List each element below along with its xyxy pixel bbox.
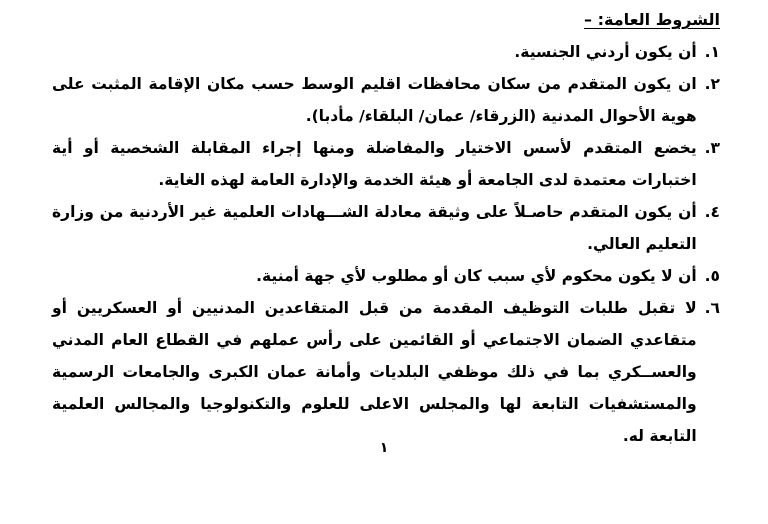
condition-item-4 bbox=[52, 196, 720, 260]
condition-item-3 bbox=[52, 132, 720, 196]
condition-number: ٤. bbox=[704, 203, 720, 221]
condition-number: ١. bbox=[704, 43, 720, 61]
page-number: ١ bbox=[379, 440, 389, 456]
conditions-list bbox=[52, 36, 720, 452]
condition-item-5 bbox=[52, 260, 720, 292]
condition-number: ٦. bbox=[704, 299, 720, 317]
condition-item-2 bbox=[52, 68, 720, 132]
condition-text: ان يكون المتقدم من سكان محافظات اقليم الوسط حسب مكان الإقامة المثبت على هوية الأحوال المدنية (الزرقاء/ عمان/ البلقاء/ مأدبا). bbox=[52, 75, 697, 125]
condition-text: يخضع المتقدم لأسس الاختيار والمفاضلة ومنها إجراء المقابلة الشخصية أو أية اختبارات معتمدة لدى الجامعة أو هيئة الخدمة والإدارة العامة لهذه الغاية. bbox=[52, 139, 697, 189]
condition-text: أن يكون المتقدم حاصـلاً على وثيقة معادلة الشـــهادات العلمية غير الأردنية من وزارة التعليم العالي. bbox=[52, 203, 697, 253]
condition-number: ٢. bbox=[704, 75, 720, 93]
section-heading: الشروط العامة: – bbox=[584, 10, 720, 29]
condition-item-6 bbox=[52, 292, 720, 452]
condition-text: أن لا يكون محكوم لأي سبب كان أو مطلوب لأي جهة أمنية. bbox=[256, 267, 697, 285]
condition-number: ٣. bbox=[704, 139, 720, 157]
condition-text: أن يكون أردني الجنسية. bbox=[514, 43, 697, 61]
condition-text: لا تقبل طلبات التوظيف المقدمة من قبل المتقاعدين المدنيين أو العسكريين أو متقاعدي الضمان الاجتماعي أو القائمين على رأس عملهم في القطاع العام المدني والعســكري بما في ذلك موظفي البلديات وأمانة عمان الكبرى والجامعات الرسمية والمستشفيات التابعة لها والمجلس الاعلى للعلوم والتكنولوجيا والمجالس العلمية التابعة له. bbox=[52, 299, 697, 445]
condition-item-1 bbox=[52, 36, 720, 68]
condition-number: ٥. bbox=[704, 267, 720, 285]
